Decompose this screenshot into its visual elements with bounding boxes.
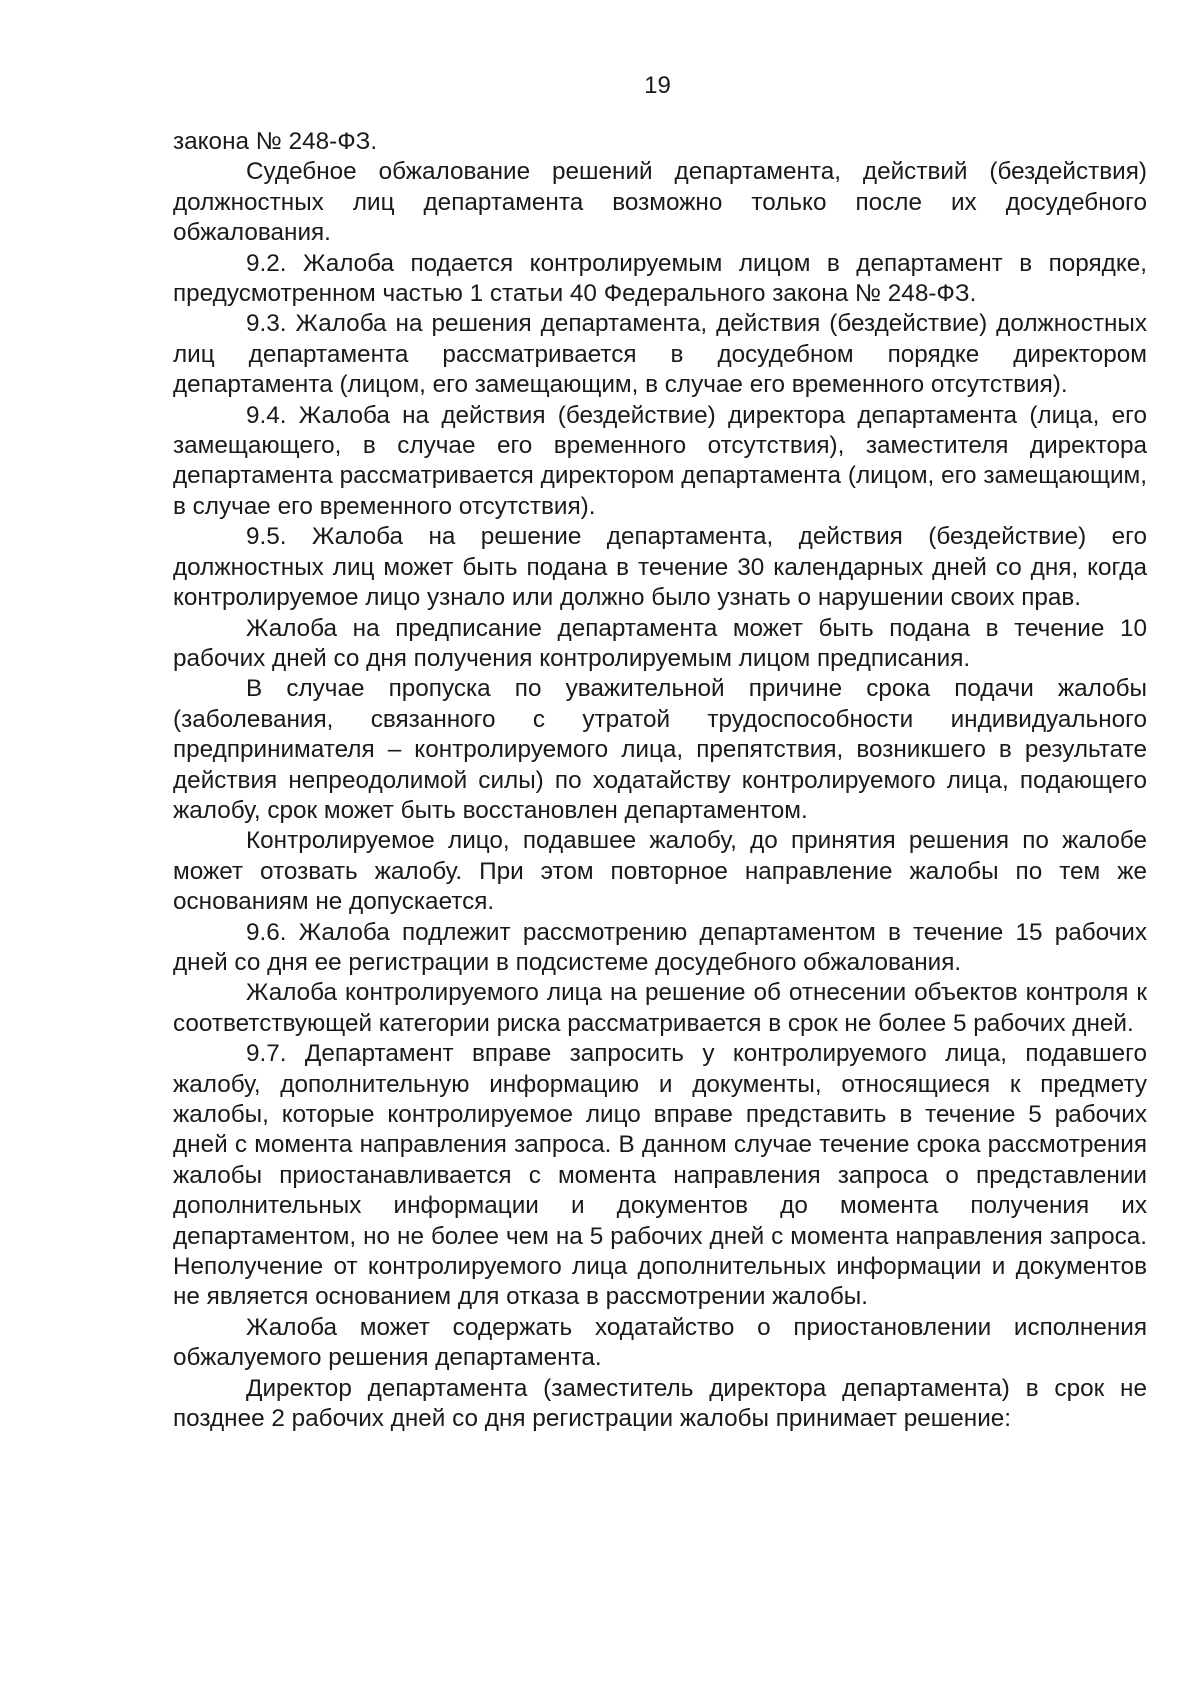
paragraph: 9.4. Жалоба на действия (бездействие) директора департамента (лица, его замещающего, в случае его временного отсутствия), заместителя директора департамента рассматривается директором департамента (лицом, его замещающим, в случае его временного отсутствия). — [173, 401, 1147, 520]
paragraph: Жалоба на предписание департамента может быть подана в течение 10 рабочих дней со дня получения контролируемым лицом предписания. — [173, 614, 1147, 672]
paragraph: Директор департамента (заместитель директора департамента) в срок не позднее 2 рабочих дней со дня регистрации жалобы принимает решение: — [173, 1374, 1147, 1433]
paragraph: Жалоба контролируемого лица на решение об отнесении объектов контроля к соответствующей категории риска рассматривается в срок не более 5 рабочих дней. — [173, 979, 1147, 1037]
paragraph: 9.6. Жалоба подлежит рассмотрению департаментом в течение 15 рабочих дней со дня ее регистрации в подсистеме досудебного обжалования. — [173, 918, 1147, 976]
page-number: 19 — [644, 72, 671, 99]
paragraph: Контролируемое лицо, подавшее жалобу, до принятия решения по жалобе может отозвать жалобу. При этом повторное направление жалобы по тем же основаниям не допускается. — [173, 827, 1147, 916]
paragraph: закона № 248-ФЗ. — [173, 128, 378, 155]
document-body — [173, 127, 1147, 1434]
paragraph: 9.3. Жалоба на решения департамента, действия (бездействие) должностных лиц департамента рассматривается в досудебном порядке директором департамента (лицом, его замещающим, в случае его временного отсутствия). — [173, 310, 1147, 399]
paragraph: 9.2. Жалоба подается контролируемым лицом в департамент в порядке, предусмотренном частью 1 статьи 40 Федерального закона № 248-ФЗ. — [173, 249, 1147, 308]
paragraph: Судебное обжалование решений департамента, действий (бездействия) должностных лиц департамента возможно только после их досудебного обжалования. — [173, 158, 1147, 247]
paragraph: В случае пропуска по уважительной причине срока подачи жалобы (заболевания, связанного с утратой трудоспособности индивидуального предпринимателя – контролируемого лица, препятствия, возникшего в результате действия непреодолимой силы) по ходатайству контролируемого лица, подающего жалобу, срок может быть восстановлен департаментом. — [173, 675, 1147, 824]
paragraph: 9.5. Жалоба на решение департамента, действия (бездействие) его должностных лиц может быть подана в течение 30 календарных дней со дня, когда контролируемое лицо узнало или должно было узнать о нарушении своих прав. — [173, 523, 1147, 612]
paragraph: 9.7. Департамент вправе запросить у контролируемого лица, подавшего жалобу, дополнительную информацию и документы, относящиеся к предмету жалобы, которые контролируемое лицо вправе представить в течение 5 рабочих дней с момента направления запроса. В данном случае течение срока рассмотрения жалобы приостанавливается с момента направления запроса о представлении дополнительных информации и документов до момента получения их департаментом, но не более чем на 5 рабочих дней с момента направления запроса. Неполучение от контролируемого лица дополнительных информации и документов не является основанием для отказа в рассмотрении жалобы. — [173, 1040, 1147, 1311]
paragraph: Жалоба может содержать ходатайство о приостановлении исполнения обжалуемого решения департамента. — [173, 1313, 1147, 1372]
